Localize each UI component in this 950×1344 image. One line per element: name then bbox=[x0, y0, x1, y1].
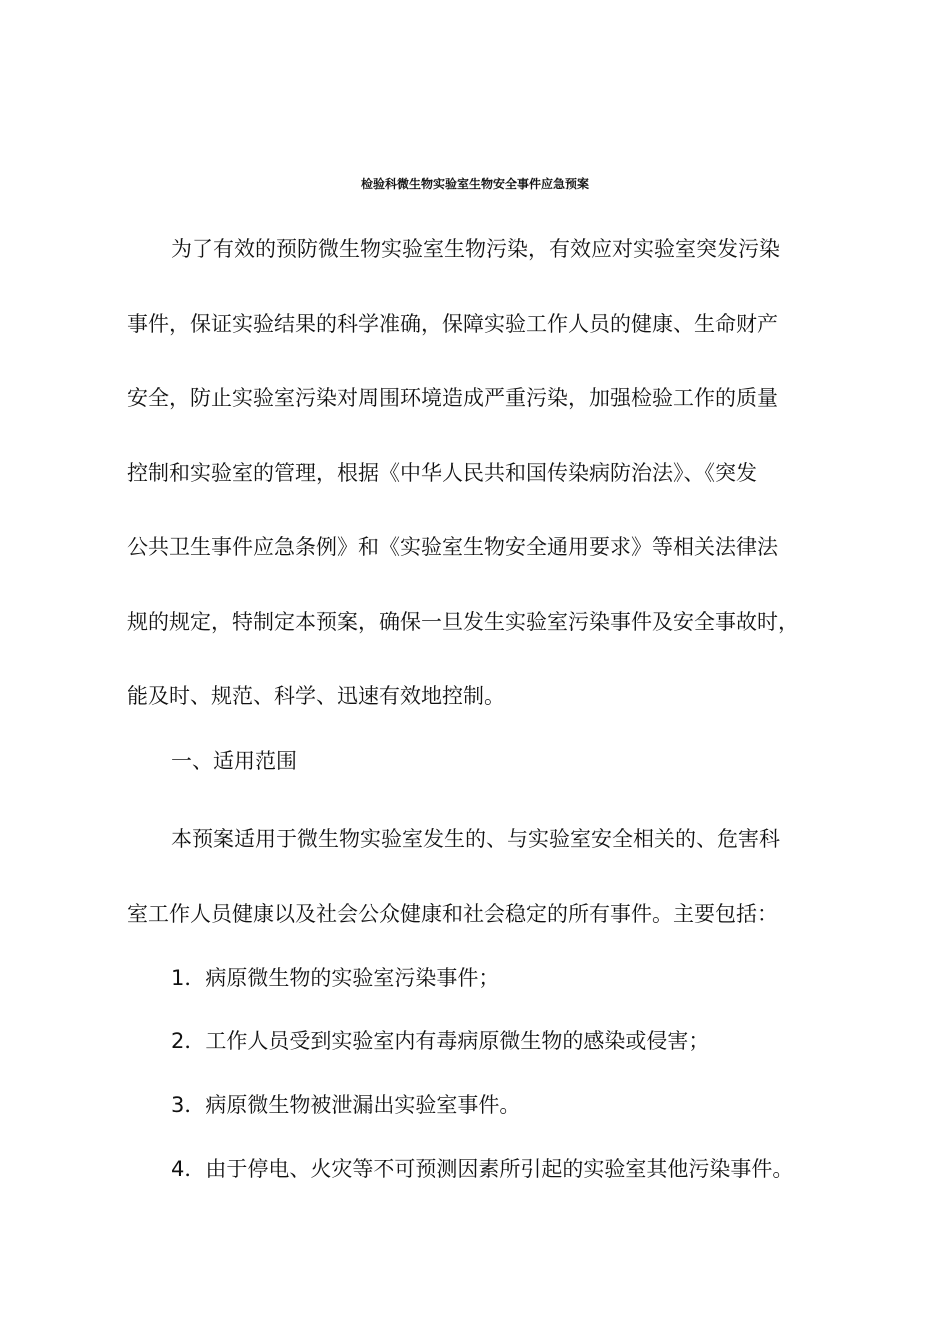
intro-paragraph-line: 为了有效的预防微生物实验室生物污染，有效应对实验室突发污染 bbox=[171, 237, 780, 261]
list-item: 3．病原微生物被泄漏出实验室事件。 bbox=[171, 1093, 521, 1117]
section-heading: 一、适用范围 bbox=[171, 749, 297, 773]
list-item: 4．由于停电、火灾等不可预测因素所引起的实验室其他污染事件。 bbox=[171, 1157, 794, 1181]
document-title: 检验科微生物实验室生物安全事件应急预案 bbox=[360, 177, 589, 191]
intro-paragraph-line: 公共卫生事件应急条例》和《实验室生物安全通用要求》等相关法律法 bbox=[127, 535, 778, 559]
list-item: 1．病原微生物的实验室污染事件； bbox=[171, 966, 500, 990]
list-item: 2．工作人员受到实验室内有毒病原微生物的感染或侵害； bbox=[171, 1029, 710, 1053]
scope-paragraph-line: 室工作人员健康以及社会公众健康和社会稳定的所有事件。主要包括： bbox=[127, 902, 778, 926]
scope-paragraph-line: 本预案适用于微生物实验室发生的、与实验室安全相关的、危害科 bbox=[171, 827, 780, 851]
intro-paragraph-line: 控制和实验室的管理，根据《中华人民共和国传染病防治法》、《突发 bbox=[127, 461, 757, 485]
intro-paragraph-line: 能及时、规范、科学、迅速有效地控制。 bbox=[127, 684, 505, 708]
intro-paragraph-line: 事件，保证实验结果的科学准确，保障实验工作人员的健康、生命财产 bbox=[127, 312, 778, 336]
intro-paragraph-line: 安全，防止实验室污染对周围环境造成严重污染，加强检验工作的质量 bbox=[127, 386, 778, 410]
intro-paragraph-line: 规的规定，特制定本预案，确保一旦发生实验室污染事件及安全事故时， bbox=[127, 610, 799, 634]
